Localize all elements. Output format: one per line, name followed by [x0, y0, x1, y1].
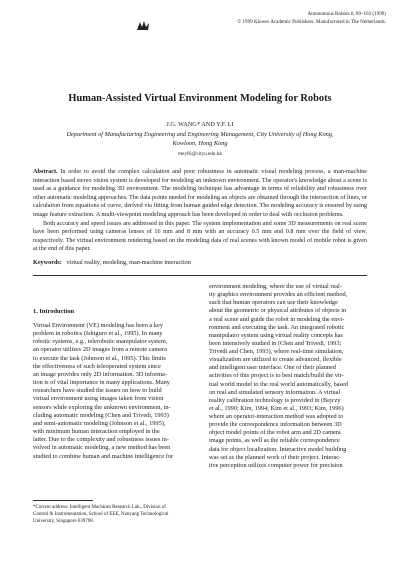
text-line: studied to combine human and machine intelligence for: [33, 452, 174, 460]
text-line: University, Singapore 639798.: [33, 519, 95, 524]
abstract-text: In order to avoid the complex calculation and poor robustness in automatic visual modeling process, a man-machine interaction based stereo vision system is developed for modeling an unknown environment. The operator's knowledge about a scene is used as a guidance for modeling 3D environment. The modeling technique has advantage in terms of reliability and robustness over other automatic modeling approaches. The data points needed for modeling an objects are obtained through the intersection of lines, or calculation from equations of curve, derived via fitting from human guided edge detection. The modeling accuracy is ensured by using image feature extraction. A multi-viewpoint modeling approach has been developed in order to deal with occlusion problems.: [33, 168, 368, 218]
text-line: visualization are utilized to create advanced, flexible: [209, 356, 342, 364]
abstract: [33, 168, 367, 254]
text-line: on real and simulated sensory information. A virtual: [209, 388, 341, 396]
author-list: J.G. WANG* AND Y.F. LI: [166, 121, 234, 128]
body-column-left: [33, 322, 193, 461]
masthead: [86, 11, 386, 26]
text-line: about the geometric or physical attributes of objects in: [209, 307, 347, 315]
text-line: the effectiveness of such teleoperated system since: [33, 362, 161, 370]
text-line: an operator utilizes 2D images from a remote camera: [33, 346, 167, 354]
text-line: a real scene and guide the robot in modeling the envi-: [209, 315, 345, 323]
text-line: volved in automatic modeling, a new method has been: [33, 444, 171, 452]
keywords: [33, 259, 367, 266]
text-line: robotic systems, e.g., telerobotic manipulator system,: [33, 338, 168, 346]
keywords-label: Keywords:: [33, 259, 62, 266]
abstract-paragraph: Both accuracy and speed issues are addressed in this paper. The system implementation and some 3D measurements on real scene have been performed using cameras lenses of 16 mm and 8 mm with an accuracy 0.5 mm and 0.8 mm over the field of view, respectively. The virtual environment rendering based on the modeling data of real scenes with known model of mobile robot is given at the end of this paper.: [33, 219, 367, 253]
paper-title: Human-Assisted Virtual Environment Modeling for Robots: [68, 93, 332, 104]
text-line: ity graphics environment provides an efficient method,: [209, 291, 348, 299]
text-line: researchers have studied the issues on how to build: [33, 387, 162, 395]
affiliation-line: Kowloon, Hong Kong: [172, 139, 228, 147]
text-line: image points, as well as the reliable correspondence: [209, 437, 340, 445]
text-line: object model points of the robot arm and 2D camera: [209, 429, 341, 437]
text-line: activities of this project is to best match/build the vir-: [209, 372, 344, 380]
affiliation: [0, 131, 400, 148]
text-line: been intensively studied in (Chen and Trivedi, 1993;: [209, 339, 342, 347]
text-line: latter. Due to the complexity and robustness issues in-: [33, 436, 169, 444]
text-line: with minimum human interaction employed in the: [33, 428, 160, 436]
text-line: problem in robotics (Ishiguro et al., 1995). In many: [33, 330, 163, 338]
text-line: et al., 1990; Kim, 1994; Kim et al., 1993; Kim, 1996): [209, 404, 344, 412]
text-line: such that human operators can use their knowledge: [209, 299, 338, 307]
footnote-divider: [33, 500, 93, 501]
body-column-right: [209, 283, 369, 470]
text-line: Trivedi and Chen, 1993), where real-time simulation,: [209, 348, 344, 355]
text-line: tual world model to the real world automatically, based: [209, 380, 348, 388]
text-line: Control & Instrumentation, School of EEE, Nanyang Technological: [33, 512, 169, 517]
abstract-paragraph: [33, 168, 367, 220]
text-line: was set as the planned work of their project. Interac-: [209, 453, 342, 461]
text-line: where an operator-interaction method was adopted to: [209, 413, 344, 420]
text-line: tion is of vital importance in many applications. Many: [33, 379, 170, 387]
text-line: Virtual Environment (VE) modeling has been a key: [33, 322, 163, 329]
text-line: cluding automatic modeling (Chen and Trivedi, 1993): [33, 411, 169, 419]
text-line: an image provides only 2D information. 3D informa-: [33, 370, 167, 378]
keywords-text: virtual reality, modeling, man-machine interaction: [66, 259, 191, 266]
text-line: and semi-automatic modeling (Johnson et al., 1995),: [33, 419, 166, 427]
text-line: environment modeling, where the use of virtual real-: [209, 283, 342, 290]
abstract-label: Abstract.: [33, 168, 58, 175]
journal-citation: Autonomous Robots 6, 89–103 (1999): [307, 11, 386, 17]
text-line: sensors while exploring the unknown environment, in-: [33, 403, 171, 411]
text-line: data for object localization. Interactive model building: [209, 445, 347, 453]
copyright-line: © 1999 Kluwer Academic Publishers. Manufactured in The Netherlands.: [237, 18, 386, 25]
text-line: *Current address: Intelligent Machines Research Lab., Division of: [33, 505, 166, 510]
text-line: to execute the task (Johnson et al., 1995). This limits: [33, 354, 166, 362]
text-line: provide the correspondence information between 3D: [209, 421, 342, 429]
section-heading: 1. Introduction: [33, 308, 75, 315]
abstract-divider: [33, 275, 367, 276]
author-email: meyfli@cityu.edu.hk: [178, 151, 222, 157]
text-line: virtual environment using images taken from vision: [33, 395, 164, 403]
text-line: reality calibration technology is provided in (Bejczy: [209, 396, 341, 404]
affiliation-line: Department of Manufacturing Engineering and Engineering Management, City University of Hong Kong,: [66, 131, 334, 138]
text-line: ronment and executing the task. An integrated robotic: [209, 323, 345, 331]
text-line: manipulator system using virtual reality concepts has: [209, 331, 343, 339]
text-line: and intelligent user interface. One of their planned: [209, 364, 336, 372]
footnote: [33, 504, 193, 525]
text-line: tive perception utilizes computer power for precision: [209, 461, 343, 469]
